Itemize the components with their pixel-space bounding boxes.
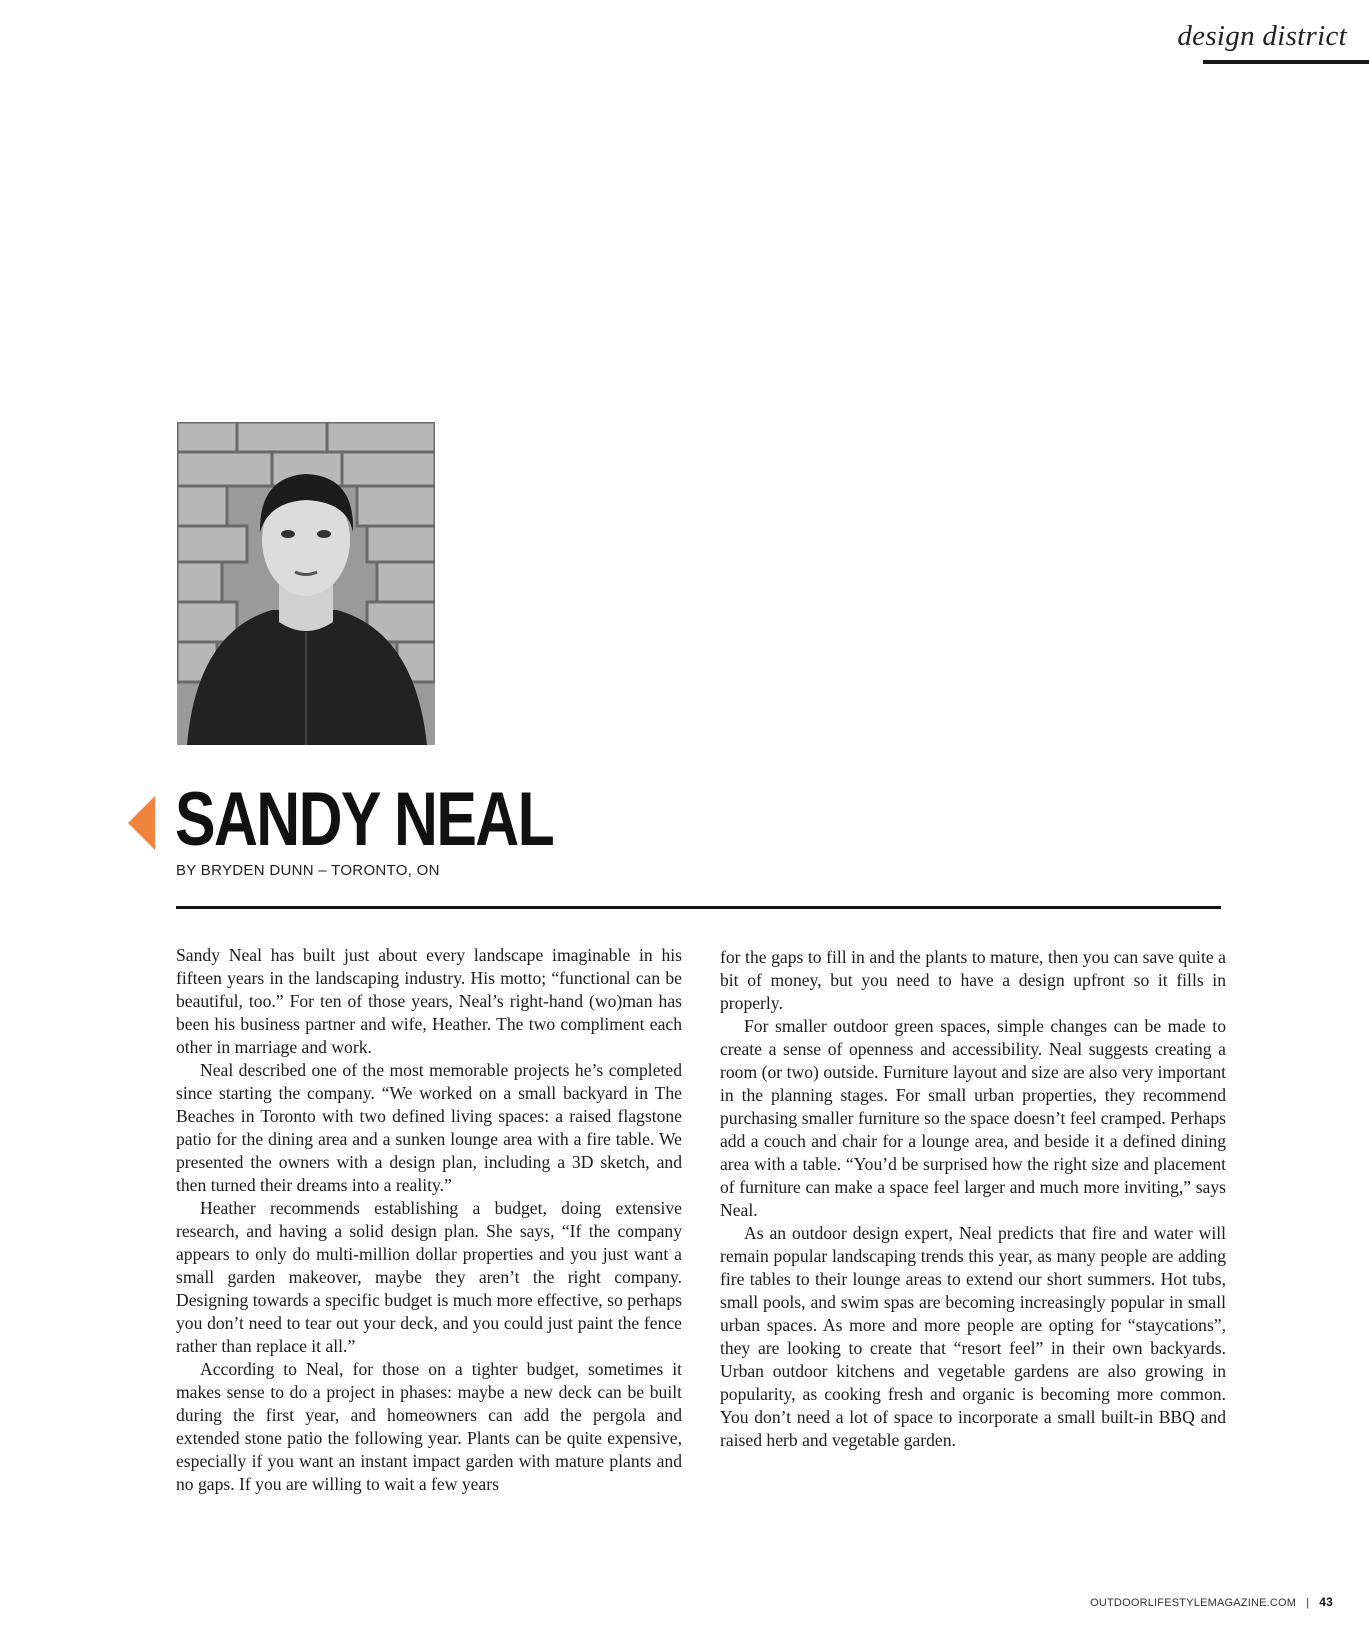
paragraph: for the gaps to fill in and the plants to mature, then you can save quite a bit of money, but you need to have a design upfront so it fills in properly. [720,947,1226,1013]
paragraph: According to Neal, for those on a tighter budget, sometimes it makes sense to do a project in phases: maybe a new deck can be built during the first year, and homeowners can add the pergola and extended stone patio the following year. Plants can be quite expensive, especially if you want an instant impact garden with mature plants and no gaps. If you are willing to wait a few years [176,1359,682,1494]
section-rule [1203,60,1369,64]
paragraph: As an outdoor design expert, Neal predicts that fire and water will remain popular landscaping trends this year, as many people are adding fire tables to their lounge areas to extend our short summers. Hot tubs, small pools, and swim spas are becoming increasingly popular in small urban spaces. As more and more people are opting for “staycations”, they are looking to create that “resort feel” in their own backyards. Urban outdoor kitchens and vegetable gardens are also growing in popularity, as cooking fresh and organic is becoming more common. You don’t need a lot of space to incorporate a small built-in BBQ and raised herb and vegetable garden. [720,1223,1226,1450]
paragraph: Heather recommends establishing a budget, doing extensive research, and having a solid design plan. She says, “If the company appears to only do multi-million dollar properties and you just want a small garden makeover, maybe they aren’t the right company. Designing towards a specific budget is much more effective, so perhaps you don’t need to tear out your deck, and you could just paint the fence rather than replace it all.” [176,1198,682,1356]
title-rule [176,906,1221,909]
footer-separator: | [1306,1597,1310,1609]
title-marker-icon [128,796,155,850]
article-byline: BY BRYDEN DUNN – TORONTO, ON [176,862,440,879]
article-title: SANDY NEAL [175,777,554,862]
left-column [176,944,682,1496]
page-number: 43 [1319,1595,1333,1609]
paragraph: Neal described one of the most memorable projects he’s completed since starting the company. “We worked on a small backyard in The Beaches in Toronto with two defined living spaces: a raised flagstone patio for the dining area and a sunken lounge area with a fire table. We presented the owners with a design plan, including a 3D sketch, and then turned their dreams into a reality.” [176,1060,682,1195]
paragraph: Sandy Neal has built just about every landscape imaginable in his fifteen years in the landscaping industry. His motto; “functional can be beautiful, too.” For ten of those years, Neal’s right-hand (wo)man has been his business partner and wife, Heather. The two compliment each other in marriage and work. [176,945,682,1057]
page-footer [1090,1595,1333,1609]
author-portrait [177,422,435,745]
right-column [720,946,1226,1452]
paragraph: For smaller outdoor green spaces, simple changes can be made to create a sense of openness and accessibility. Neal suggests creating a room (or two) outside. Furniture layout and size are also very important in the planning stages. For small urban properties, they recommend purchasing smaller furniture so the space doesn’t feel cramped. Perhaps add a couch and chair for a lounge area, and beside it a defined dining area with a table. “You’d be surprised how the right size and placement of furniture can make a space feel larger and much more inviting,” says Neal. [720,1016,1226,1220]
footer-website: OUTDOORLIFESTYLEMAGAZINE.COM [1090,1597,1297,1609]
section-label: design district [1177,20,1347,52]
